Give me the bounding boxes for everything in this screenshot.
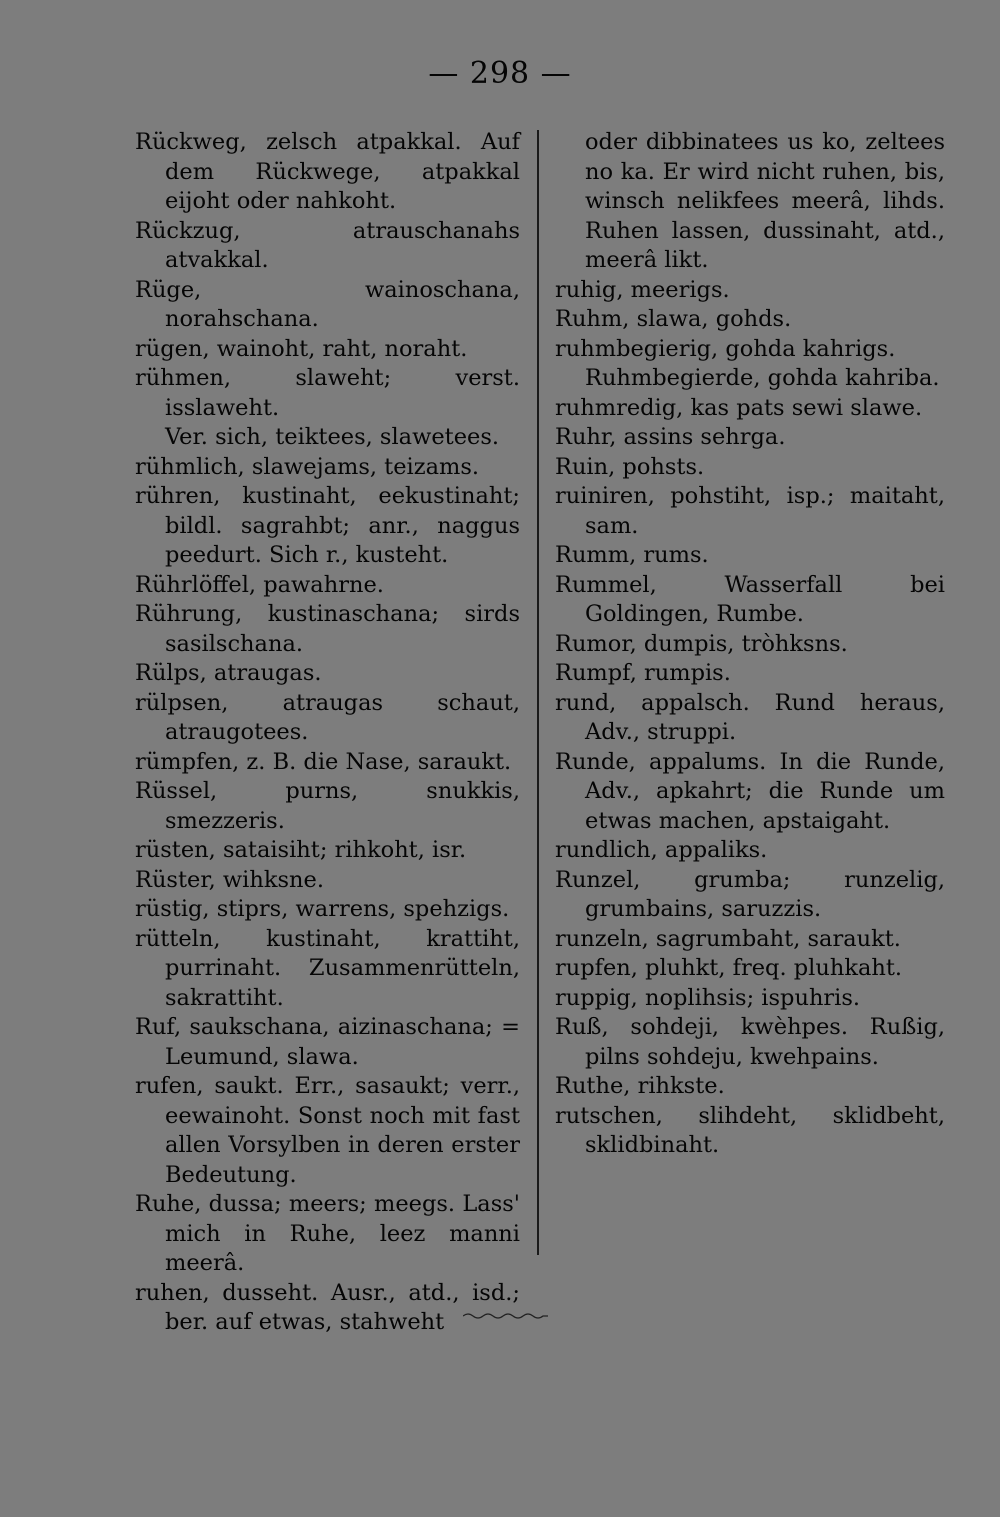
dictionary-entry: Rumpf, rumpis.	[555, 660, 731, 686]
dictionary-entry: Ruhe, dussa; meers; meegs. Lass' mich in Ruhe, leez manni meerâ.	[135, 1191, 520, 1276]
dictionary-entry: rühmen, slaweht; verst. isslaweht.	[135, 365, 520, 421]
dictionary-entry: rütteln, kustinaht, krattiht, purrinaht. Zusammenrütteln, sakrattiht.	[135, 925, 520, 1011]
dictionary-entry: ruhmbegierig, gohda kahrigs.	[555, 335, 896, 362]
dictionary-entry: Rüssel, purns, snukkis, smezzeris.	[135, 778, 520, 834]
dictionary-entry: Ruß, sohdeji, kwèhpes. Rußig, pilns sohdeju, kwehpains.	[555, 1014, 945, 1070]
dictionary-entry: rülpsen, atraugas schaut, atraugotees.	[135, 689, 520, 745]
dictionary-entry: Ruhm, slawa, gohds.	[555, 306, 792, 332]
left-column	[135, 128, 520, 1338]
dictionary-entry: Ruhmbegierde, gohda kahriba.	[585, 365, 940, 391]
dictionary-entry: Ruthe, rihkste.	[555, 1073, 725, 1099]
dictionary-entry: rüstig, stiprs, warrens, spehzigs.	[135, 896, 510, 922]
dictionary-entry: ruiniren, pohstiht, isp.; maitaht, sam.	[555, 483, 945, 539]
dictionary-entry: runzeln, sagrumbaht, saraukt.	[555, 925, 901, 952]
dictionary-entry: ruhen, dusseht. Ausr., atd., isd.; ber. auf etwas, stahweht	[135, 1279, 520, 1335]
dictionary-entry: ruhmredig, kas pats sewi slawe.	[555, 394, 923, 421]
dictionary-entry: Runzel, grumba; runzelig, grumbains, saruzzis.	[555, 866, 945, 922]
dictionary-entry: rundlich, appaliks.	[555, 837, 768, 863]
dictionary-entry: Rumor, dumpis, tròhksns.	[555, 630, 848, 657]
dictionary-entry: Ver. sich, teiktees, slawetees.	[165, 424, 500, 450]
dictionary-entry: rufen, saukt. Err., sasaukt; verr., eewainoht. Sonst noch mit fast allen Vorsylben in deren erster Bedeutung.	[135, 1073, 520, 1188]
dictionary-entry: Ruin, pohsts.	[555, 453, 705, 480]
dictionary-entry: Rührung, kustinaschana; sirds sasilschana.	[135, 601, 520, 657]
dictionary-entry: Rüster, wihksne.	[135, 866, 325, 893]
dictionary-entry: Rülps, atraugas.	[135, 660, 322, 686]
dictionary-entry: Runde, appalums. In die Runde, Adv., apkahrt; die Runde um etwas machen, apstaigaht.	[555, 748, 945, 834]
column-divider	[537, 130, 539, 1255]
dictionary-entry: Ruf, saukschana, aizinaschana; = Leumund, slawa.	[135, 1014, 520, 1070]
dictionary-entry: rupfen, pluhkt, freq. pluhkaht.	[555, 955, 903, 981]
dictionary-entry: rutschen, slihdeht, sklidbeht, sklidbinaht.	[555, 1102, 945, 1158]
end-ornament	[463, 1312, 548, 1320]
dictionary-entry: rühmlich, slawejams, teizams.	[135, 453, 480, 480]
dictionary-entry: Ruhr, assins sehrga.	[555, 424, 786, 450]
page-number: — 298 —	[428, 56, 572, 91]
dictionary-entry: rümpfen, z. B. die Nase, saraukt.	[135, 748, 512, 775]
dictionary-entry: ruhig, meerigs.	[555, 276, 730, 303]
dictionary-entry: Rumm, rums.	[555, 542, 709, 568]
dictionary-entry: Rummel, Wasserfall bei Goldingen, Rumbe.	[555, 571, 945, 627]
dictionary-entry: Rückweg, zelsch atpakkal. Auf dem Rückwege, atpakkal eijoht oder nahkoht.	[135, 129, 520, 214]
dictionary-entry: Rührlöffel, pawahrne.	[135, 571, 384, 598]
dictionary-entry: rühren, kustinaht, eekustinaht; bildl. sagrahbt; anr., naggus peedurt. Sich r., kusteht.	[135, 483, 520, 568]
dictionary-entry: Rückzug, atrauschanahs atvakkal.	[135, 217, 520, 273]
dictionary-entry: rüsten, sataisiht; rihkoht, isr.	[135, 837, 467, 863]
dictionary-entry: rund, appalsch. Rund heraus, Adv., struppi.	[555, 689, 945, 745]
dictionary-entry: Rüge, wainoschana, norahschana.	[135, 276, 520, 332]
dictionary-entry: ruppig, noplihsis; ispuhris.	[555, 984, 861, 1011]
dictionary-entry: rügen, wainoht, raht, noraht.	[135, 335, 468, 362]
right-column	[555, 128, 945, 1161]
dictionary-entry: oder dibbinatees us ko, zeltees no ka. Er wird nicht ruhen, bis, winsch nelikfees meerâ, lihds. Ruhen lassen, dussinaht, atd., meerâ likt.	[585, 129, 945, 273]
